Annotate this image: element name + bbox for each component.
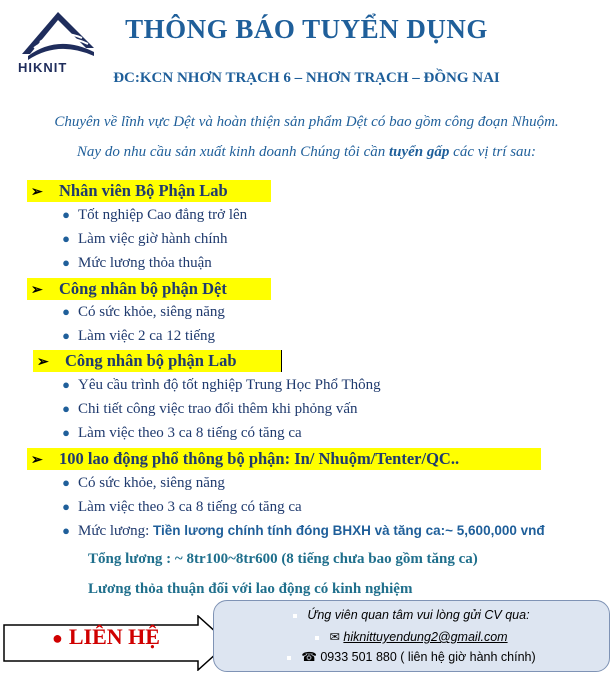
list-item-text: Làm việc 2 ca 12 tiếng xyxy=(78,328,216,344)
contact-email-row xyxy=(214,629,609,644)
bullet-square-icon xyxy=(293,614,297,618)
arrow-bullet-icon: ➢ xyxy=(37,355,49,370)
list-item xyxy=(54,473,225,493)
bullet-dot-icon: ● xyxy=(62,401,70,416)
contact-label xyxy=(52,624,160,650)
intro-line-2 xyxy=(0,144,613,161)
arrow-bullet-icon: ➢ xyxy=(31,453,43,468)
salary-item xyxy=(54,521,545,541)
list-item-text: Yêu cầu trình độ tốt nghiệp Trung Học Phổ Thông xyxy=(78,377,381,393)
list-item-text: Có sức khỏe, siêng năng xyxy=(78,304,225,320)
total-salary: Tổng lương : ~ 8tr100~8tr600 (8 tiếng chưa bao gồm tăng ca) xyxy=(88,551,478,567)
section-heading-text: 100 lao động phổ thông bộ phận: In/ Nhuộm/Tenter/QC.. xyxy=(59,449,460,468)
section-heading-lab-staff xyxy=(27,180,271,202)
bullet-dot-icon: ● xyxy=(62,499,70,514)
contact-instruction-text: Ứng viên quan tâm vui lòng gửi CV qua: xyxy=(307,608,530,622)
contact-phone-row xyxy=(214,649,609,664)
salary-label: Mức lương: xyxy=(78,523,154,539)
list-item-text: Có sức khỏe, siêng năng xyxy=(78,475,225,491)
section-heading-text: Công nhân bộ phận Dệt xyxy=(59,279,227,298)
bullet-dot-icon: ● xyxy=(62,255,70,270)
contact-label-text: LIÊN HỆ xyxy=(68,624,160,649)
bullet-dot-icon: ● xyxy=(62,231,70,246)
list-item xyxy=(54,229,228,249)
list-item-text: Mức lương thỏa thuận xyxy=(78,255,212,271)
contact-phone[interactable]: 0933 501 880 ( liên hệ giờ hành chính) xyxy=(320,650,536,664)
phone-icon: ☎ xyxy=(301,650,321,664)
list-item xyxy=(54,205,247,225)
bullet-dot-icon: ● xyxy=(62,377,70,392)
page-title: THÔNG BÁO TUYỂN DỤNG xyxy=(125,14,488,44)
intro-text-end: các vị trí sau: xyxy=(449,144,537,160)
bullet-square-icon xyxy=(287,656,291,660)
list-item xyxy=(54,399,358,419)
list-item-text: Tốt nghiệp Cao đẳng trở lên xyxy=(78,207,248,223)
bullet-square-icon xyxy=(315,636,319,640)
list-item xyxy=(54,423,302,443)
salary-value: Tiền lương chính tính đóng BHXH và tăng ca:~ 5,600,000 vnđ xyxy=(153,523,545,538)
section-heading-text: Nhân viên Bộ Phận Lab xyxy=(59,181,228,200)
list-item xyxy=(54,375,381,395)
list-item-text: Làm việc giờ hành chính xyxy=(78,231,228,247)
section-heading-weaving-worker xyxy=(27,278,271,300)
contact-email-link[interactable]: hiknittuyendung2@gmail.com xyxy=(343,630,508,644)
company-address: ĐC:KCN NHƠN TRẠCH 6 – NHƠN TRẠCH – ĐỒNG NAI xyxy=(113,70,500,86)
section-heading-text: Công nhân bộ phận Lab xyxy=(65,351,237,370)
arrow-bullet-icon: ➢ xyxy=(31,283,43,298)
contact-instruction xyxy=(214,608,609,622)
logo-text: HIKNIT xyxy=(18,60,68,75)
list-item xyxy=(54,326,215,346)
bullet-dot-icon: ● xyxy=(62,523,70,538)
bullet-dot-icon: ● xyxy=(62,304,70,319)
intro-line-1: Chuyên về lĩnh vực Dệt và hoàn thiện sản phẩm Dệt có bao gồm công đoạn Nhuộm. xyxy=(54,114,559,130)
negotiable-salary-note: Lương thỏa thuận đối với lao động có kinh nghiệm xyxy=(88,581,413,597)
list-item xyxy=(54,302,225,322)
bullet-dot-icon: ● xyxy=(62,328,70,343)
urgent-emphasis: tuyển gấp xyxy=(388,144,450,160)
section-heading-general-labor xyxy=(27,448,541,470)
red-dot-icon: ● xyxy=(52,628,63,648)
envelope-icon: ✉ xyxy=(329,630,344,644)
bullet-dot-icon: ● xyxy=(62,425,70,440)
arrow-bullet-icon: ➢ xyxy=(31,185,43,200)
intro-text: Nay do nhu cầu sản xuất kinh doanh Chúng tôi cần xyxy=(76,144,389,160)
bullet-dot-icon: ● xyxy=(62,207,70,222)
bullet-dot-icon: ● xyxy=(62,475,70,490)
list-item xyxy=(54,253,212,273)
list-item-text: Làm việc theo 3 ca 8 tiếng có tăng ca xyxy=(78,425,302,441)
contact-info-box xyxy=(213,600,610,672)
list-item-text: Chi tiết công việc trao đổi thêm khi phỏng vấn xyxy=(78,401,358,417)
list-item xyxy=(54,497,302,517)
section-heading-lab-worker xyxy=(33,350,282,372)
list-item-text: Làm việc theo 3 ca 8 tiếng có tăng ca xyxy=(78,499,302,515)
